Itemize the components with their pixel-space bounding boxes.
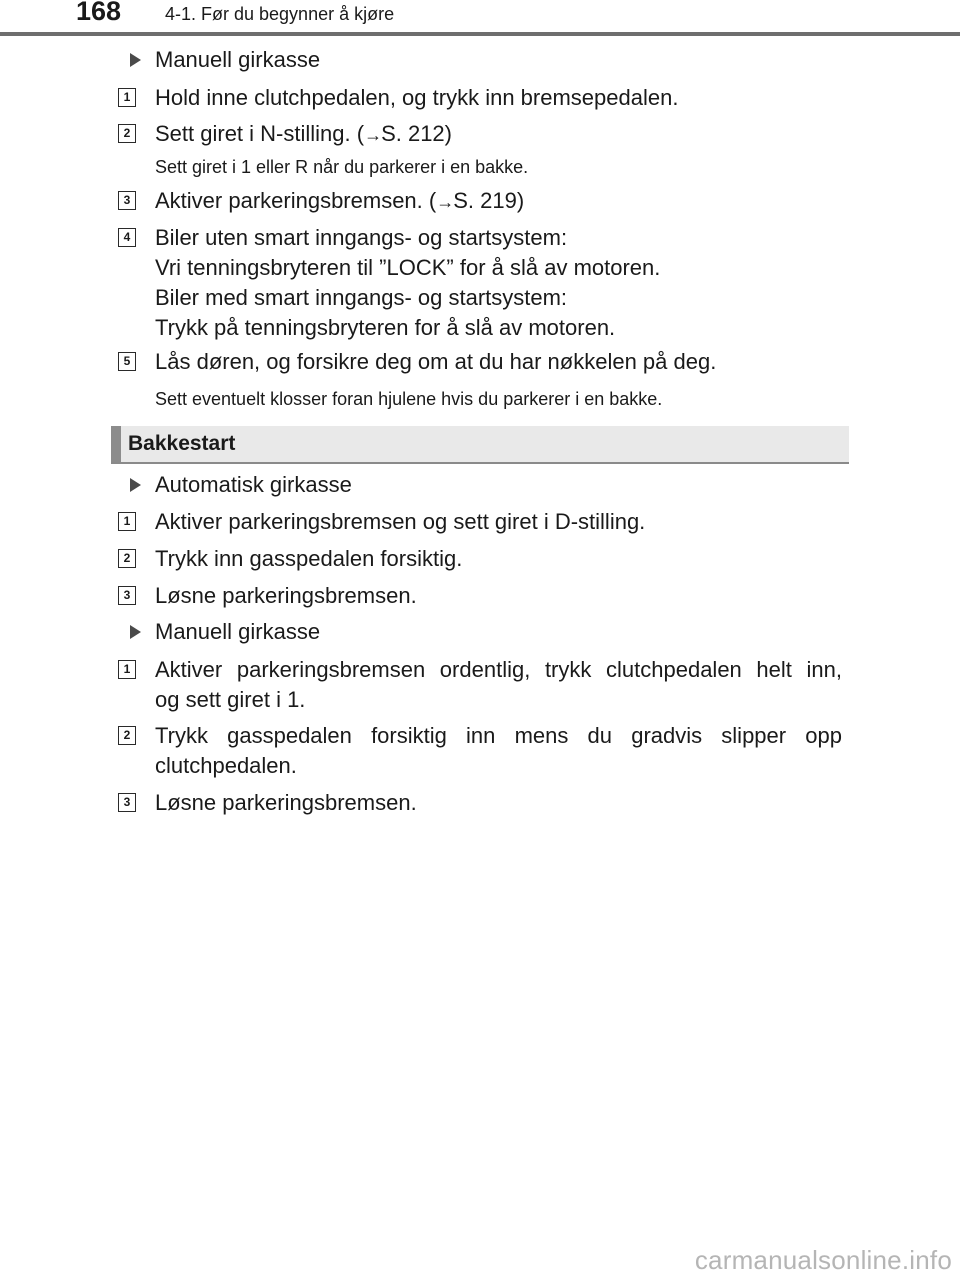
step-text: Lås døren, og forsikre deg om at du har nøkkelen på deg. bbox=[155, 349, 717, 374]
header-rule bbox=[0, 32, 960, 36]
step-text bbox=[155, 721, 842, 781]
bullet-label: Manuell girkasse bbox=[155, 619, 321, 644]
section-title: Bakkestart bbox=[128, 432, 236, 455]
step-text-before: Aktiver parkeringsbremsen. ( bbox=[155, 188, 437, 213]
step-number-5: 5 bbox=[118, 352, 136, 371]
step-text bbox=[155, 655, 842, 715]
step-line: Trykk på tenningsbryteren for å slå av motoren. bbox=[155, 315, 616, 340]
step-number-2: 2 bbox=[118, 549, 136, 568]
step-number-1: 1 bbox=[118, 660, 136, 679]
step-text bbox=[155, 186, 842, 217]
step-text bbox=[155, 223, 842, 343]
step-number-3: 3 bbox=[118, 191, 136, 210]
page-number: 168 bbox=[76, 0, 122, 26]
note-slope-gear: Sett giret i 1 eller R når du parkerer i en bakke. bbox=[155, 157, 529, 177]
arrow-icon: → bbox=[436, 192, 454, 212]
page-reference: S. 212) bbox=[381, 121, 452, 146]
step-number-1: 1 bbox=[118, 88, 136, 107]
step-line: og sett giret i 1. bbox=[155, 687, 306, 712]
note-wheel-chocks: Sett eventuelt klosser foran hjulene hvis du parkerer i en bakke. bbox=[155, 389, 663, 409]
step-text: Hold inne clutchpedalen, og trykk inn bremsepedalen. bbox=[155, 85, 679, 110]
step-line: Trykk gasspedalen forsiktig inn mens du gradvis slipper opp bbox=[155, 723, 842, 748]
step-text: Aktiver parkeringsbremsen og sett giret i D-stilling. bbox=[155, 509, 646, 534]
step-text bbox=[155, 119, 842, 150]
step-number-3: 3 bbox=[118, 586, 136, 605]
bullet-label: Manuell girkasse bbox=[155, 47, 321, 72]
arrow-icon: → bbox=[364, 125, 382, 145]
triangle-bullet-icon bbox=[130, 478, 141, 492]
step-number-3: 3 bbox=[118, 793, 136, 812]
triangle-bullet-icon bbox=[130, 625, 141, 639]
watermark: carmanualsonline.info bbox=[694, 1245, 952, 1275]
step-number-2: 2 bbox=[118, 726, 136, 745]
step-text: Trykk inn gasspedalen forsiktig. bbox=[155, 546, 463, 571]
step-line: Aktiver parkeringsbremsen ordentlig, trykk clutchpedalen helt inn, bbox=[155, 657, 842, 682]
step-line: Biler med smart inngangs- og startsystem: bbox=[155, 285, 568, 310]
step-line: Vri tenningsbryteren til ”LOCK” for å slå av motoren. bbox=[155, 255, 661, 280]
step-number-4: 4 bbox=[118, 228, 136, 247]
section-heading bbox=[111, 426, 849, 464]
step-number-1: 1 bbox=[118, 512, 136, 531]
bullet-label: Automatisk girkasse bbox=[155, 472, 352, 497]
step-text: Løsne parkeringsbremsen. bbox=[155, 583, 417, 608]
chapter-title: 4-1. Før du begynner å kjøre bbox=[165, 4, 395, 24]
page-reference: S. 219) bbox=[453, 188, 525, 213]
section-bar bbox=[111, 426, 121, 462]
step-line: Biler uten smart inngangs- og startsystem: bbox=[155, 225, 568, 250]
step-text: Løsne parkeringsbremsen. bbox=[155, 790, 417, 815]
step-line: clutchpedalen. bbox=[155, 753, 297, 778]
step-text-before: Sett giret i N-stilling. ( bbox=[155, 121, 365, 146]
triangle-bullet-icon bbox=[130, 53, 141, 67]
step-number-2: 2 bbox=[118, 124, 136, 143]
